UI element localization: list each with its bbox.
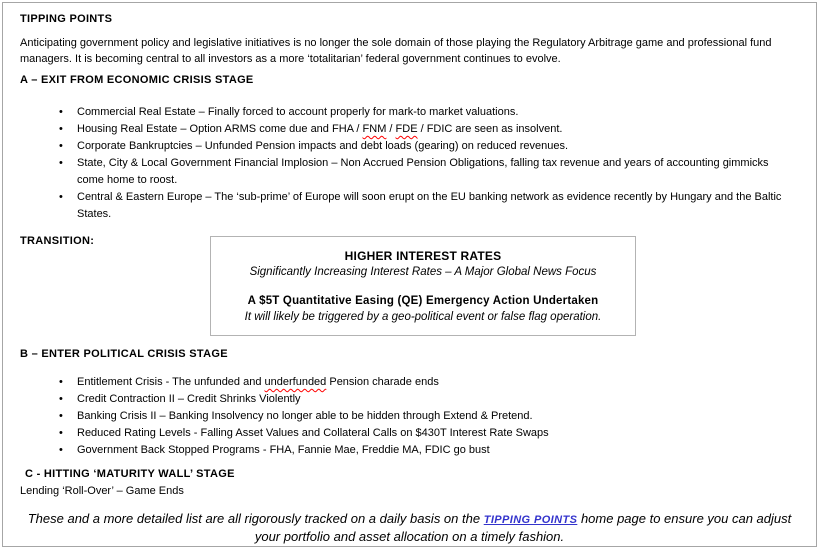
list-item-text: Commercial Real Estate – Finally forced to account properly for mark-to market valuations. <box>77 106 519 118</box>
list-item <box>77 442 791 459</box>
transition-label: TRANSITION: <box>20 235 95 247</box>
list-item <box>77 155 791 189</box>
list-item-text: / <box>386 123 396 135</box>
list-item <box>77 425 791 442</box>
page-title: TIPPING POINTS <box>20 13 113 25</box>
list-item <box>77 374 791 391</box>
section-a-heading: A – EXIT FROM ECONOMIC CRISIS STAGE <box>20 74 254 86</box>
list-item-text: Central & Eastern Europe – The ‘sub-prime’ of Europe will soon erupt on the EU banking network as evidence recently by Hungary and the Baltic States. <box>77 191 782 220</box>
misspelled-word: FNM <box>362 123 387 135</box>
intro-paragraph: Anticipating government policy and legislative initiatives is no longer the sole domain of those playing the Regulatory Arbitrage game and professional fund managers. It is becoming central to all investors as a more ‘totalitarian’ federal government continues to evolve. <box>20 37 772 65</box>
list-item-text: Pension charade ends <box>326 376 439 388</box>
transition-box-title: HIGHER INTEREST RATES <box>344 249 502 263</box>
section-c-heading: C - HITTING ‘MATURITY WALL’ STAGE <box>25 468 235 480</box>
list-item-text: Housing Real Estate – Option ARMS come due and FHA / <box>77 123 363 135</box>
tipping-points-link[interactable]: TIPPING POINTS <box>483 514 578 526</box>
list-item-text: Credit Contraction II – Credit Shrinks Violently <box>77 393 301 405</box>
list-item-text: Government Back Stopped Programs - FHA, Fannie Mae, Freddie MA, FDIC go bust <box>77 444 490 456</box>
transition-box-spacer <box>219 280 627 293</box>
footer-text-post: home page to ensure you can adjust your portfolio and asset allocation on a timely fashion. <box>254 511 792 544</box>
section-b-heading: B – ENTER POLITICAL CRISIS STAGE <box>20 348 228 360</box>
document-page <box>2 2 817 547</box>
list-item-text: Reduced Rating Levels - Falling Asset Values and Collateral Calls on $430T Interest Rate Swaps <box>77 427 549 439</box>
section-c-body: Lending ‘Roll-Over’ – Game Ends <box>20 485 184 497</box>
list-item-text: Corporate Bankruptcies – Unfunded Pension impacts and debt loads (gearing) on reduced revenues. <box>77 140 569 152</box>
misspelled-word: FDE <box>395 123 418 135</box>
misspelled-word: underfunded <box>264 376 327 388</box>
footer-text-pre: These and a more detailed list are all rigorously tracked on a daily basis on the <box>27 511 484 526</box>
list-item-text: State, City & Local Government Financial Implosion – Non Accrued Pension Obligations, falling tax revenue and years of accounting gimmicks come home to roost. <box>77 157 769 186</box>
transition-row <box>20 233 799 336</box>
list-item <box>77 138 791 155</box>
transition-box-subheadline: It will likely be triggered by a geo-political event or false flag operation. <box>244 311 602 323</box>
section-a-list <box>20 104 799 223</box>
transition-box-headline: A $5T Quantitative Easing (QE) Emergency Action Undertaken <box>247 295 599 307</box>
transition-box <box>210 236 636 336</box>
list-item <box>77 121 791 138</box>
list-item-text: Entitlement Crisis - The unfunded and <box>77 376 265 388</box>
list-item <box>77 408 791 425</box>
footer-note <box>26 511 794 545</box>
list-item <box>77 104 791 121</box>
transition-box-subtitle: Significantly Increasing Interest Rates – A Major Global News Focus <box>249 266 597 278</box>
section-b-list <box>20 374 799 459</box>
list-item-text: Banking Crisis II – Banking Insolvency no longer able to be hidden through Extend & Pretend. <box>77 410 533 422</box>
list-item-text: / FDIC are seen as insolvent. <box>417 123 563 135</box>
list-item <box>77 189 791 223</box>
list-item <box>77 391 791 408</box>
